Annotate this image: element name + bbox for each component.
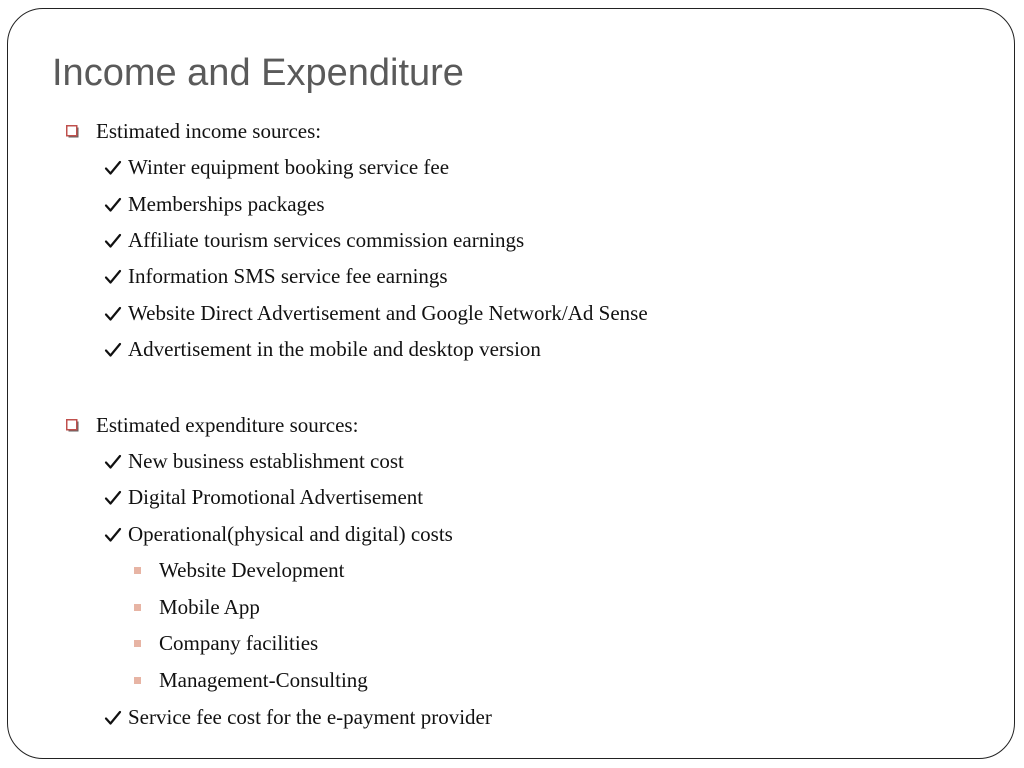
sub-list-item [134, 633, 318, 654]
income-item-text: Memberships packages [128, 192, 325, 216]
checkmark-icon [104, 159, 122, 177]
list-item [104, 303, 648, 324]
list-item [104, 157, 449, 178]
sub-item-text: Company facilities [159, 631, 319, 655]
list-item [104, 707, 492, 728]
income-heading: Estimated income sources: [96, 119, 322, 143]
expenditure-heading: Estimated expenditure sources: [96, 413, 359, 437]
list-item [104, 194, 325, 215]
income-item-text: Winter equipment booking service fee [128, 155, 450, 179]
sub-item-text: Mobile App [159, 595, 260, 619]
income-item-text: Website Direct Advertisement and Google Network/Ad Sense [128, 301, 648, 325]
expenditure-item-text: Digital Promotional Advertisement [128, 485, 424, 509]
square-bullet-icon [134, 567, 141, 574]
box-bullet-icon [66, 125, 79, 138]
income-item-text: Affiliate tourism services commission earnings [128, 228, 525, 252]
checkmark-icon [104, 709, 122, 727]
checkmark-icon [104, 453, 122, 471]
expenditure-heading-row [66, 415, 358, 436]
list-item [104, 230, 524, 251]
checkmark-icon [104, 232, 122, 250]
sub-item-text: Management-Consulting [159, 668, 368, 692]
list-item [104, 524, 453, 545]
sub-list-item [134, 560, 345, 581]
sub-item-text: Website Development [159, 558, 345, 582]
square-bullet-icon [134, 604, 141, 611]
checkmark-icon [104, 526, 122, 544]
list-item [104, 266, 448, 287]
checkmark-icon [104, 196, 122, 214]
list-item [104, 487, 423, 508]
checkmark-icon [104, 268, 122, 286]
square-bullet-icon [134, 677, 141, 684]
list-item [104, 339, 541, 360]
expenditure-item-text: New business establishment cost [128, 449, 404, 473]
checkmark-icon [104, 341, 122, 359]
sub-list-item [134, 597, 260, 618]
sub-list-item [134, 670, 368, 691]
square-bullet-icon [134, 640, 141, 647]
checkmark-icon [104, 489, 122, 507]
expenditure-item-text: Service fee cost for the e-payment provider [128, 705, 492, 729]
checkmark-icon [104, 305, 122, 323]
box-bullet-icon [66, 419, 79, 432]
list-item [104, 451, 404, 472]
expenditure-item-text: Operational(physical and digital) costs [128, 522, 453, 546]
slide-title: Income and Expenditure [52, 52, 464, 94]
income-item-text: Information SMS service fee earnings [128, 264, 448, 288]
income-item-text: Advertisement in the mobile and desktop version [128, 337, 541, 361]
income-heading-row [66, 121, 321, 142]
